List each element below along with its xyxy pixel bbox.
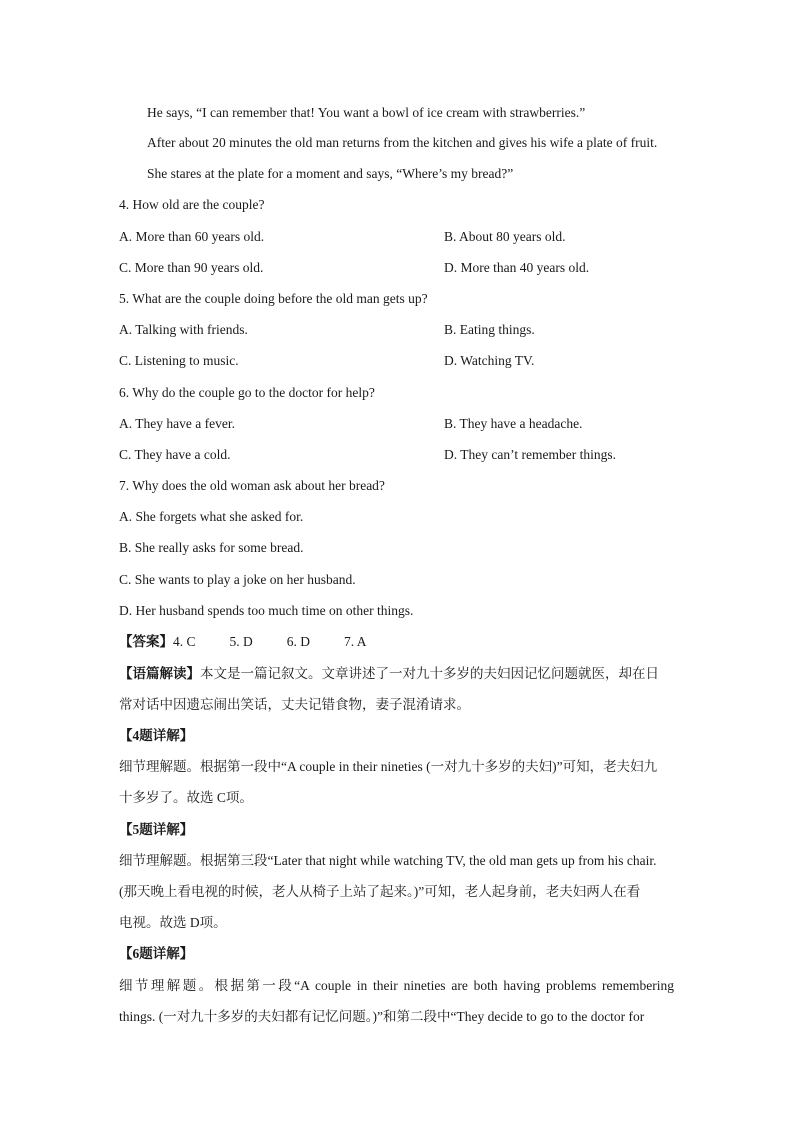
answer-item: 6. D [286, 634, 311, 649]
passage-line: She stares at the plate for a moment and says, “Where’s my bread?” [147, 166, 514, 181]
option-a: A. She forgets what she asked for. [119, 509, 304, 524]
detail-heading: 【6题详解】 [119, 946, 194, 961]
question-stem: 5. What are the couple doing before the old man gets up? [119, 291, 428, 306]
question-stem: 6. Why do the couple go to the doctor for help? [119, 385, 375, 400]
detail-text: 电视。故选 D项。 [119, 915, 227, 930]
question-stem: 7. Why does the old woman ask about her bread? [119, 478, 385, 493]
option-a: A. They have a fever. [119, 416, 235, 431]
option-d: D. They can’t remember things. [444, 447, 616, 462]
answer-item: 7. A [344, 634, 367, 649]
option-d: D. Her husband spends too much time on other things. [119, 603, 414, 618]
detail-text: 细节理解题。根据第一段中“A couple in their nineties (一对九十多岁的夫妇)”可知，老夫妇九 [119, 759, 658, 774]
detail-text: (那天晚上看电视的时候，老人从椅子上站了起来。)”可知，老人起身前，老夫妇两人在看 [119, 884, 641, 899]
detail-text: 细节理解题。根据第一段“A couple in their nineties are both having problems remembering [119, 978, 674, 993]
option-b: B. She really asks for some bread. [119, 540, 304, 555]
question-stem: 4. How old are the couple? [119, 197, 265, 212]
option-b: B. Eating things. [444, 322, 535, 337]
option-d: D. Watching TV. [444, 353, 535, 368]
interpretation-line [119, 664, 679, 684]
detail-heading: 【4题详解】 [119, 728, 194, 743]
answer-label: 【答案】 [119, 634, 173, 649]
option-c: C. She wants to play a joke on her husband. [119, 572, 356, 587]
passage-line: He says, “I can remember that! You want a bowl of ice cream with strawberries.” [147, 105, 586, 120]
interpretation-label: 【语篇解读】 [119, 666, 200, 681]
option-d: D. More than 40 years old. [444, 260, 590, 275]
option-b: B. They have a headache. [444, 416, 583, 431]
interpretation-text: 本文是一篇记叙文。文章讲述了一对九十多岁的夫妇因记忆问题就医，却在日 [200, 666, 659, 681]
detail-text: things. (一对九十多岁的夫妇都有记忆问题。)”和第二段中“They decide to go to the doctor for [119, 1009, 645, 1024]
answer-item: 4. C [173, 634, 196, 649]
option-c: C. Listening to music. [119, 353, 239, 368]
detail-heading: 【5题详解】 [119, 822, 194, 837]
detail-text: 十多岁了。故选 C项。 [119, 790, 253, 805]
option-a: A. Talking with friends. [119, 322, 248, 337]
passage-line: After about 20 minutes the old man returns from the kitchen and gives his wife a plate of fruit. [147, 135, 658, 150]
interpretation-text: 常对话中因遗忘闹出笑话，丈夫记错食物，妻子混淆请求。 [119, 697, 470, 712]
detail-text: 细节理解题。根据第三段“Later that night while watching TV, the old man gets up from his chair. [119, 853, 657, 868]
option-c: C. They have a cold. [119, 447, 231, 462]
option-a: A. More than 60 years old. [119, 229, 265, 244]
option-c: C. More than 90 years old. [119, 260, 264, 275]
answer-line [119, 632, 679, 652]
answer-item: 5. D [229, 634, 253, 649]
option-b: B. About 80 years old. [444, 229, 566, 244]
